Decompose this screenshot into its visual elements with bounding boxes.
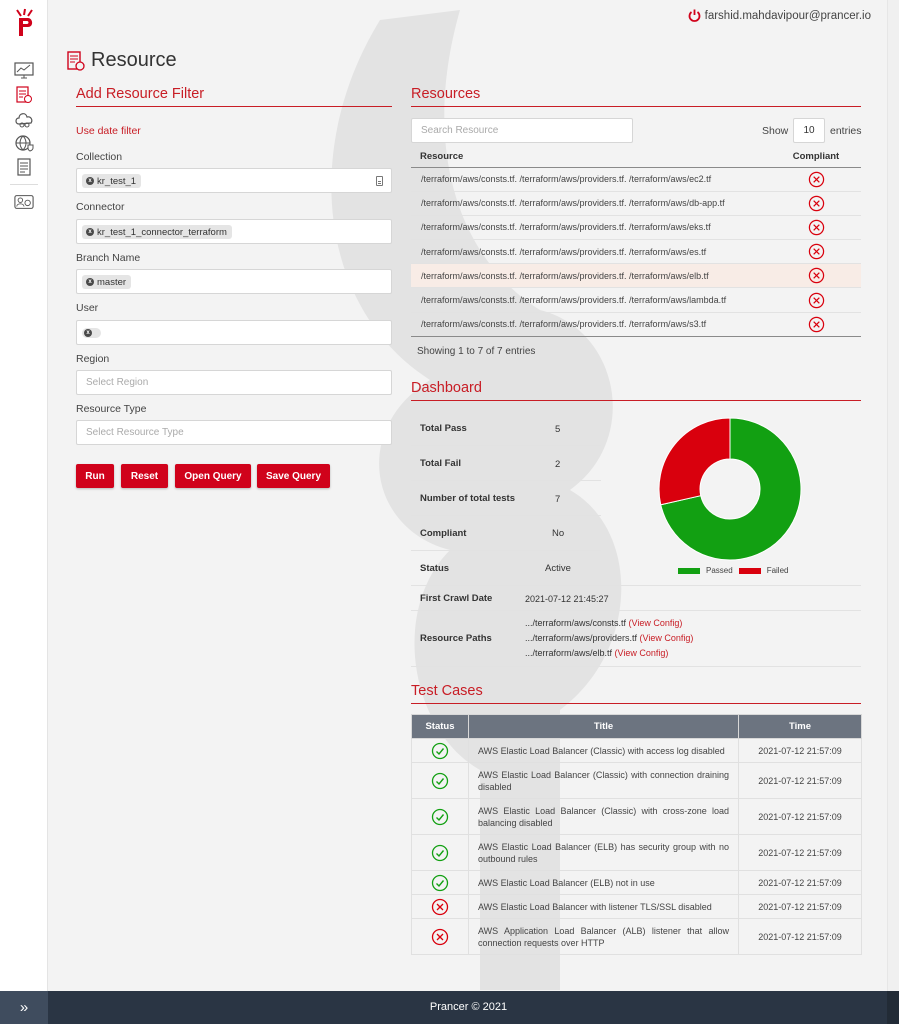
test-case-row[interactable]: [412, 871, 862, 895]
failed-x-icon: [431, 928, 449, 946]
page-title-text: Resource: [91, 49, 177, 71]
save-query-button[interactable]: Save Query: [257, 464, 330, 488]
chip-remove-icon[interactable]: x: [86, 177, 94, 185]
total-pass-label: Total Pass: [420, 423, 467, 434]
resources-info: Showing 1 to 7 of 7 entries: [417, 346, 536, 357]
test-time-cell: 2021-07-12 21:57:09: [739, 799, 862, 835]
legend-swatch-passed: [678, 568, 700, 574]
expand-sidebar-icon[interactable]: »: [0, 991, 48, 1024]
test-status-cell: [412, 799, 469, 835]
test-title-cell: AWS Elastic Load Balancer (ELB) has security group with no outbound rules: [469, 835, 739, 871]
resource-row[interactable]: [411, 312, 861, 336]
connector-select[interactable]: [76, 219, 392, 244]
branch-select[interactable]: [76, 269, 392, 294]
chart-legend: [678, 566, 788, 575]
reset-button[interactable]: Reset: [121, 464, 168, 488]
resource-type-select[interactable]: [76, 420, 392, 445]
passed-check-icon: [431, 808, 449, 826]
resource-path-item: [525, 648, 668, 658]
footer-copyright: Prancer © 2021: [429, 1001, 508, 1013]
page-scrollbar[interactable]: [887, 0, 899, 991]
test-title-cell: AWS Elastic Load Balancer with listener TLS/SSL disabled: [469, 895, 739, 919]
test-title-cell: AWS Application Load Balancer (ALB) listener that allow connection requests over HTTP: [469, 919, 739, 955]
connector-label: Connector: [76, 201, 125, 213]
first-crawl-label: First Crawl Date: [420, 593, 493, 604]
test-title-cell: AWS Elastic Load Balancer (Classic) with access log disabled: [469, 739, 739, 763]
collection-select[interactable]: [76, 168, 392, 193]
total-tests-value: 7: [555, 494, 561, 505]
prancer-logo[interactable]: [14, 8, 36, 38]
resource-path-cell: /terraform/aws/consts.tf. /terraform/aws/providers.tf. /terraform/aws/s3.tf: [411, 312, 771, 336]
divider: [411, 610, 861, 611]
pass-fail-donut-chart: [658, 417, 802, 561]
chip-remove-icon[interactable]: x: [86, 278, 94, 286]
divider: [411, 550, 601, 551]
chip-remove-icon[interactable]: x: [84, 329, 92, 337]
resource-row[interactable]: [411, 191, 861, 215]
cloud-icon[interactable]: [14, 110, 34, 128]
non-compliant-icon: [808, 219, 825, 236]
branch-chip: [82, 275, 131, 289]
test-time-cell: 2021-07-12 21:57:09: [739, 739, 862, 763]
resource-row[interactable]: [411, 215, 861, 239]
compliant-cell: [771, 264, 861, 288]
divider: [411, 445, 601, 446]
test-time-cell: 2021-07-12 21:57:09: [739, 763, 862, 799]
test-status-cell: [412, 835, 469, 871]
use-date-filter-link[interactable]: Use date filter: [76, 125, 141, 137]
entries-label: entries: [830, 125, 862, 137]
resource-column-header[interactable]: Resource: [411, 146, 771, 167]
globe-shield-icon[interactable]: [14, 134, 34, 152]
resource-type-placeholder: Select Resource Type: [86, 427, 184, 438]
user-chip: [82, 328, 101, 338]
non-compliant-icon: [808, 267, 825, 284]
test-status-cell: [412, 895, 469, 919]
run-button[interactable]: Run: [76, 464, 114, 488]
status-label: Status: [420, 563, 450, 574]
time-column-header[interactable]: Time: [739, 715, 862, 739]
show-label: Show: [762, 125, 789, 137]
legend-label-failed: Failed: [766, 566, 789, 575]
filter-heading: Add Resource Filter: [76, 86, 392, 107]
branch-chip-label: master: [97, 276, 127, 288]
resource-path-cell: /terraform/aws/consts.tf. /terraform/aws/providers.tf. /terraform/aws/lambda.tf: [411, 288, 771, 312]
resource-path-cell: /terraform/aws/consts.tf. /terraform/aws/providers.tf. /terraform/aws/eks.tf: [411, 215, 771, 239]
test-time-cell: 2021-07-12 21:57:09: [739, 871, 862, 895]
divider: [411, 480, 601, 481]
view-config-link[interactable]: (View Config): [639, 633, 694, 643]
resource-path-text: .../terraform/aws/elb.tf: [525, 648, 613, 658]
divider: [411, 666, 861, 667]
compliant-column-header[interactable]: Compliant: [771, 146, 861, 167]
resource-row[interactable]: [411, 167, 861, 191]
resources-table: [411, 146, 861, 337]
resource-row[interactable]: [411, 288, 861, 312]
user-settings-icon[interactable]: [14, 193, 34, 211]
resource-path-cell: /terraform/aws/consts.tf. /terraform/aws/providers.tf. /terraform/aws/ec2.tf: [411, 167, 771, 191]
resource-row[interactable]: [411, 264, 861, 288]
clipboard-icon[interactable]: [376, 176, 383, 186]
resource-report-icon[interactable]: [14, 86, 34, 104]
failed-x-icon: [431, 898, 449, 916]
test-status-cell: [412, 739, 469, 763]
resource-path-item: [525, 633, 693, 643]
legend-swatch-failed: [739, 568, 761, 574]
chip-remove-icon[interactable]: x: [86, 228, 94, 236]
donut-slice-failed[interactable]: [659, 418, 730, 505]
user-menu[interactable]: [688, 9, 871, 22]
user-select[interactable]: [76, 320, 392, 345]
compliant-cell: [771, 288, 861, 312]
region-select[interactable]: [76, 370, 392, 395]
legend-label-passed: Passed: [706, 566, 733, 575]
non-compliant-icon: [808, 195, 825, 212]
divider: [411, 585, 861, 586]
test-time-cell: 2021-07-12 21:57:09: [739, 835, 862, 871]
test-case-row[interactable]: [412, 763, 862, 799]
sidebar-divider: [10, 184, 38, 185]
total-pass-value: 5: [555, 424, 561, 435]
compliant-label: Compliant: [420, 528, 467, 539]
footer-scrollbar: [887, 991, 899, 1024]
resource-path-cell: /terraform/aws/consts.tf. /terraform/aws/providers.tf. /terraform/aws/es.tf: [411, 240, 771, 264]
test-status-cell: [412, 919, 469, 955]
user-label: User: [76, 302, 99, 314]
monitor-chart-icon[interactable]: [14, 62, 34, 80]
resource-path-text: .../terraform/aws/consts.tf: [525, 618, 627, 628]
collection-chip: [82, 174, 141, 188]
title-column-header[interactable]: Title: [469, 715, 739, 739]
non-compliant-icon: [808, 171, 825, 188]
collection-chip-label: kr_test_1: [97, 175, 137, 187]
resource-path-text: .../terraform/aws/providers.tf: [525, 633, 638, 643]
test-status-cell: [412, 763, 469, 799]
document-list-icon[interactable]: [14, 158, 34, 176]
page-title: [67, 49, 177, 72]
first-crawl-value: 2021-07-12 21:45:27: [525, 594, 609, 604]
search-resource-input[interactable]: Search Resource: [411, 118, 633, 143]
test-title-cell: AWS Elastic Load Balancer (ELB) not in use: [469, 871, 739, 895]
entries-select[interactable]: 10: [793, 118, 825, 143]
view-config-link[interactable]: (View Config): [628, 618, 683, 628]
resource-type-label: Resource Type: [76, 403, 147, 415]
non-compliant-icon: [808, 316, 825, 333]
resource-path-cell: /terraform/aws/consts.tf. /terraform/aws/providers.tf. /terraform/aws/db-app.tf: [411, 191, 771, 215]
passed-check-icon: [431, 742, 449, 760]
collection-label: Collection: [76, 151, 123, 163]
test-time-cell: 2021-07-12 21:57:09: [739, 895, 862, 919]
branch-label: Branch Name: [76, 252, 141, 264]
region-placeholder: Select Region: [86, 377, 149, 388]
footer: [0, 991, 899, 1024]
open-query-button[interactable]: Open Query: [175, 464, 251, 488]
compliant-cell: [771, 191, 861, 215]
dashboard-heading: Dashboard: [411, 380, 861, 401]
resource-path-cell: /terraform/aws/consts.tf. /terraform/aws/providers.tf. /terraform/aws/elb.tf: [411, 264, 771, 288]
test-cases-heading: Test Cases: [411, 683, 861, 704]
power-icon[interactable]: [688, 9, 701, 22]
test-title-cell: AWS Elastic Load Balancer (Classic) with connection draining disabled: [469, 763, 739, 799]
test-case-row[interactable]: [412, 739, 862, 763]
resource-paths-label: Resource Paths: [420, 633, 492, 644]
region-label: Region: [76, 353, 110, 365]
connector-chip-label: kr_test_1_connector_terraform: [97, 226, 227, 238]
sidebar: [0, 0, 48, 991]
non-compliant-icon: [808, 243, 825, 260]
test-case-row[interactable]: [412, 835, 862, 871]
resource-report-icon: [67, 51, 85, 71]
user-email: farshid.mahdavipour@prancer.io: [704, 9, 871, 22]
status-column-header[interactable]: Status: [412, 715, 469, 739]
non-compliant-icon: [808, 292, 825, 309]
test-time-cell: 2021-07-12 21:57:09: [739, 919, 862, 955]
passed-check-icon: [431, 844, 449, 862]
total-fail-label: Total Fail: [420, 458, 461, 469]
compliant-cell: [771, 240, 861, 264]
compliant-cell: [771, 215, 861, 239]
compliant-cell: [771, 167, 861, 191]
status-value: Active: [545, 563, 571, 574]
total-tests-label: Number of total tests: [420, 493, 516, 504]
resource-row[interactable]: [411, 240, 861, 264]
test-case-row[interactable]: [412, 919, 862, 955]
resources-heading: Resources: [411, 86, 861, 107]
divider: [411, 515, 601, 516]
resource-path-item: [525, 618, 682, 628]
passed-check-icon: [431, 874, 449, 892]
compliant-cell: [771, 312, 861, 336]
compliant-value: No: [552, 528, 565, 539]
test-status-cell: [412, 871, 469, 895]
test-cases-table: [411, 714, 862, 955]
connector-chip: [82, 225, 232, 239]
test-case-row[interactable]: [412, 895, 862, 919]
view-config-link[interactable]: (View Config): [614, 648, 669, 658]
test-title-cell: AWS Elastic Load Balancer (Classic) with cross-zone load balancing disabled: [469, 799, 739, 835]
total-fail-value: 2: [555, 459, 561, 470]
passed-check-icon: [431, 772, 449, 790]
test-case-row[interactable]: [412, 799, 862, 835]
